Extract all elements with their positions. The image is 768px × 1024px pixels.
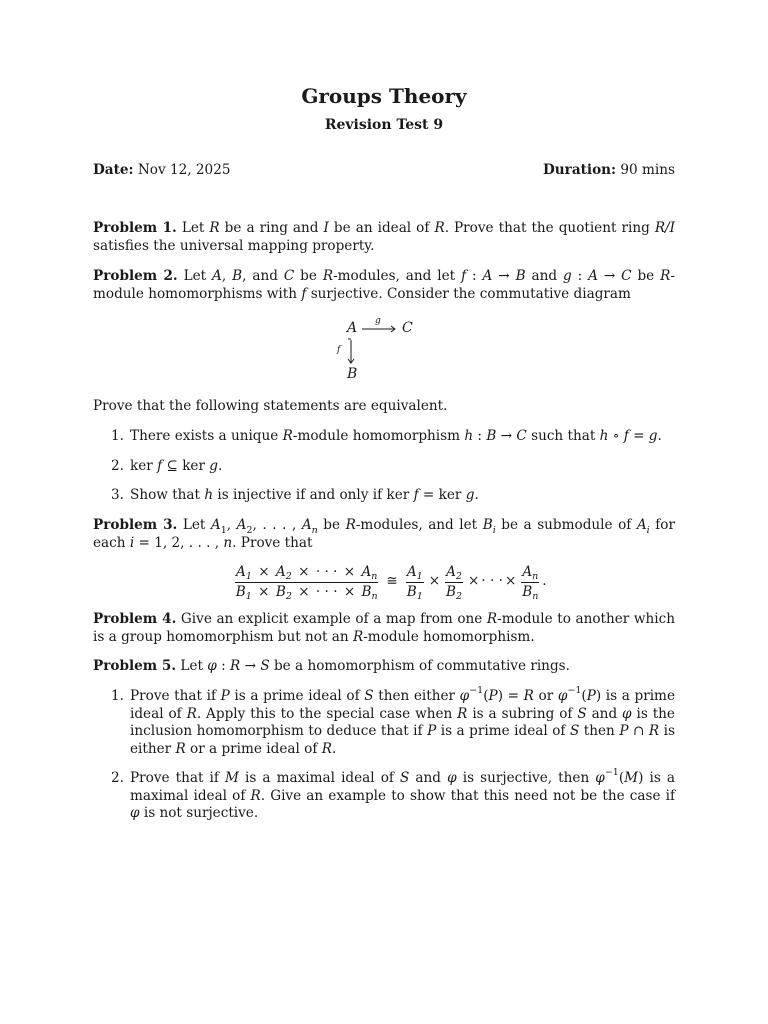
list-item: 2. ker f ⊆ ker g. xyxy=(111,457,223,474)
date-label: Date: xyxy=(93,162,134,178)
commutative-diagram xyxy=(337,316,457,388)
problem-2-list xyxy=(93,428,675,505)
list-item: 2. Prove that if M is a maximal ideal of S and φ is surjective, then $\varphi^{-1}(M)$ is a maximal ideal of R. Give an example to show that this need not be the case if φ is not surjective. xyxy=(111,767,675,821)
problem-5-label: Problem 5. xyxy=(93,658,177,674)
duration-label: Duration: xyxy=(543,162,617,178)
list-item: 1. There exists a unique R-module homomorphism h : B → C such that h ∘ f = g. xyxy=(111,428,662,444)
problem-1-text: Problem 1. Let R be a ring and I be an ideal of R. Prove that the quotient ring R/I satisfies the universal mapping property. xyxy=(93,220,675,254)
problem-4 xyxy=(93,611,675,646)
list-item: 3. Show that h is injective if and only if ker f = ker g. xyxy=(111,487,479,503)
problem-3-label: Problem 3. xyxy=(93,517,178,533)
page-title: Groups Theory xyxy=(301,84,467,108)
formula-fraction-2: $\frac{A_2}{B_2}$ xyxy=(445,563,463,603)
problem-3 xyxy=(93,517,675,552)
problem-5-list xyxy=(93,685,675,823)
problem-4-label: Problem 4. xyxy=(93,611,177,627)
problem-2-prompt-text: Prove that the following statements are equivalent. xyxy=(93,398,448,414)
problem-1-label: Problem 1. xyxy=(93,220,177,236)
page-subtitle: Revision Test 9 xyxy=(324,117,444,133)
date-info xyxy=(93,162,231,180)
quotient-product-formula: $\frac{A_1 \times A_2 \times \cdot \cdot \cdot \times A_n}{B_1 \times B_2 \times \cdot \cdot \cdot \times B_n}$ ≅ $\frac{A_1}{B_1}$ × $\frac{A_2}{B_2}$ × · · · × $\frac{A_n}{B_n}$ . xyxy=(235,563,547,603)
problem-5 xyxy=(93,658,675,676)
diagram-node-b: B xyxy=(347,366,358,382)
problem-2 xyxy=(93,268,675,303)
problem-5-text: Problem 5. Let φ : R → S be a homomorphism of commutative rings. xyxy=(93,658,570,674)
problem-4-text: Problem 4. Give an explicit example of a map from one R-module to another which is a group homomorphism but not an R-module homomorphism. xyxy=(93,611,675,645)
duration-info xyxy=(543,162,675,180)
formula-fraction-1: $\frac{A_1}{B_1}$ xyxy=(406,563,423,603)
diagram-label-f: f xyxy=(337,345,341,355)
diagram-node-c: C xyxy=(402,320,413,336)
diagram-label-g: g xyxy=(375,316,381,326)
list-item: 1. Prove that if P is a prime ideal of S then either $\varphi^{-1}(P) = R$ or $\varphi^{-1}(P)$ is a prime ideal of R. Apply this to the special case when R is a subring of S and φ is the inclusion homomorphism to deduce that if P is a prime ideal of S then P ∩ R is either R or a prime ideal of R. xyxy=(111,685,675,757)
formula-fraction-n: $\frac{A_n}{B_n}$ xyxy=(522,563,539,603)
diagram-node-a: A xyxy=(347,320,358,336)
problem-2-prompt xyxy=(93,398,675,416)
meta-row xyxy=(93,162,675,180)
duration-value: 90 mins xyxy=(620,162,675,178)
problem-3-text: Problem 3. Let $A_1$, $A_2$, . . . , $A_n$ be R-modules, and let $B_i$ be a submodule of $A_i$ for each i = 1, 2, . . . , n. Prove that xyxy=(93,517,675,551)
formula-lhs-fraction: $\frac{A_1 \times A_2 \times \cdot \cdot \cdot \times A_n}{B_1 \times B_2 \times \cdot \cdot \cdot \times B_n}$ xyxy=(235,563,378,603)
problem-2-text: Problem 2. Let A, B, and C be R-modules, and let f : A → B and g : A → C be R-module homomorphisms with f surjective. Consider the commutative diagram xyxy=(93,268,675,302)
date-value: Nov 12, 2025 xyxy=(137,162,231,178)
diagram-arrows xyxy=(337,316,457,388)
problem-1 xyxy=(93,220,675,255)
problem-2-label: Problem 2. xyxy=(93,268,178,284)
